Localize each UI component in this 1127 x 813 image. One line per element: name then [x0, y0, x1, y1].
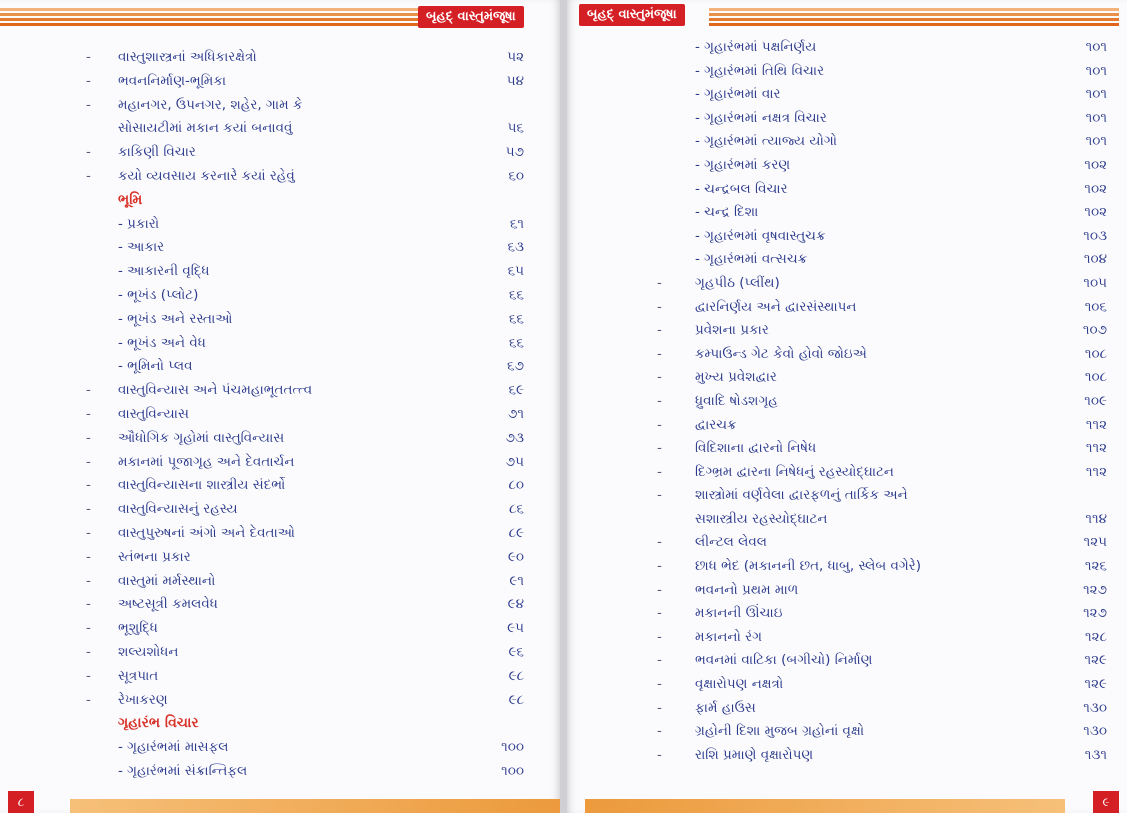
toc-entry — [567, 437, 1127, 461]
toc-entry — [567, 673, 1127, 697]
toc-entry — [0, 427, 560, 451]
entry-bullet: - — [657, 558, 662, 575]
entry-page-number: ૧૦૧ — [1085, 39, 1107, 55]
toc-entry — [0, 665, 560, 689]
entry-page-number: ૧૨૫ — [1083, 534, 1107, 551]
entry-page-number: ૬૬ — [508, 286, 524, 303]
entry-title: કાકિણી વિચાર — [118, 144, 196, 161]
entry-bullet: - — [657, 369, 662, 386]
entry-page-number: ૬૯ — [508, 382, 524, 399]
toc-entry — [0, 617, 560, 641]
entry-title: પ્રવેશના પ્રકાર — [695, 322, 769, 339]
entry-page-number: ૧૧૨ — [1085, 463, 1107, 480]
toc-entry — [567, 508, 1127, 532]
toc-entry — [0, 165, 560, 189]
toc-entry — [567, 720, 1127, 744]
left-page-number: ૮ — [8, 791, 34, 813]
entry-bullet: - — [657, 699, 662, 716]
entry-title: વાસ્તુવિન્યાસના શાસ્ત્રીય સંદર્ભો — [118, 477, 286, 494]
toc-entry — [567, 555, 1127, 579]
entry-title: ફાર્મ હાઉસ — [695, 699, 756, 716]
entry-title: મકાનની ઊંચાઇ — [695, 605, 783, 622]
toc-entry — [567, 484, 1127, 508]
entry-page-number: ૧૦૧ — [1085, 109, 1107, 126]
entry-bullet: - — [657, 605, 662, 622]
entry-page-number: ૮૯ — [508, 524, 524, 541]
entry-page-number: ૫૪ — [506, 72, 524, 89]
entry-bullet: - — [657, 628, 662, 645]
entry-title: ગૃહપીઠ (પ્લીંથ) — [695, 274, 780, 291]
entry-title: - ગૃહારંભમાં વાર — [695, 86, 781, 103]
toc-entry — [567, 107, 1127, 131]
toc-entry — [567, 83, 1127, 107]
entry-title: સ્તંભના પ્રકાર — [118, 548, 191, 565]
section-heading-text: ભૂમિ — [118, 191, 143, 208]
entry-bullet: - — [657, 345, 662, 362]
book-gutter — [560, 0, 567, 813]
section-heading — [0, 189, 560, 213]
entry-bullet: - — [657, 298, 662, 315]
entry-bullet: - — [657, 440, 662, 457]
entry-title: મુખ્ય પ્રવેશદ્વાર — [695, 369, 777, 386]
entry-title: વાસ્તુમાં મર્મસ્થાનો — [118, 572, 216, 589]
toc-entry — [567, 130, 1127, 154]
entry-page-number: ૬૫ — [507, 263, 524, 280]
entry-title: રાશિ પ્રમાણે વૃક્ષારોપણ — [695, 746, 814, 763]
toc-entry — [0, 284, 560, 308]
entry-bullet: - — [657, 487, 662, 504]
entry-page-number: ૬૧ — [509, 215, 524, 232]
entry-title: શલ્યશોધન — [118, 643, 179, 660]
toc-entry — [567, 60, 1127, 84]
toc-entry — [567, 319, 1127, 343]
entry-bullet: - — [657, 652, 662, 669]
toc-entry — [0, 379, 560, 403]
toc-entry — [0, 141, 560, 165]
entry-page-number: ૧૦૨ — [1084, 180, 1107, 197]
entry-page-number: ૧૨૯ — [1084, 676, 1107, 693]
entry-page-number: ૬૩ — [507, 239, 524, 256]
entry-title: ગ્રહોની દિશા મુજબ ગ્રહોનાં વૃક્ષો — [695, 723, 865, 740]
entry-title: દ્વારચક્ર — [695, 416, 737, 433]
entry-title: વાસ્તુપુરુષનાં અંગો અને દેવતાઓ — [118, 524, 295, 541]
entry-page-number: ૬૭ — [507, 358, 524, 375]
entry-title: ભવનનો પ્રથમ માળ — [695, 581, 799, 598]
entry-page-number: ૧૦૦ — [501, 762, 524, 779]
entry-title: - આકારની વૃદ્ધિ — [118, 263, 210, 280]
entry-page-number: ૧૦૧ — [1085, 62, 1107, 79]
entry-page-number: ૧૨૯ — [1084, 652, 1107, 669]
section-heading — [0, 712, 560, 736]
toc-entry — [567, 579, 1127, 603]
toc-entry — [567, 296, 1127, 320]
toc-entry — [0, 236, 560, 260]
toc-entry — [0, 689, 560, 713]
entry-title: લીન્ટલ લેવલ — [695, 534, 768, 551]
entry-page-number: ૫૨ — [507, 49, 524, 65]
entry-title: કમ્પાઉન્ડ ગેટ કેવો હોવો જોઇએ — [695, 345, 867, 362]
entry-bullet: - — [86, 72, 91, 89]
toc-entry — [0, 355, 560, 379]
toc-entry — [567, 531, 1127, 555]
entry-title: - ગૃહારંભમાં વૃષવાસ્તુચક્ર — [695, 227, 826, 244]
entry-bullet: - — [86, 667, 91, 684]
entry-page-number: ૭૫ — [505, 453, 524, 470]
entry-page-number: ૧૦૬ — [1084, 298, 1107, 315]
entry-page-number: ૧૦૮ — [1084, 345, 1107, 362]
entry-page-number: ૮૦ — [508, 477, 524, 494]
toc-entry — [567, 649, 1127, 673]
toc-entry — [0, 546, 560, 570]
entry-title: - પ્રકારો — [118, 215, 160, 232]
entry-bullet: - — [86, 429, 91, 446]
entry-title: - ગૃહારંભમાં પક્ષનિર્ણય — [695, 39, 817, 55]
entry-page-number: ૧૦૨ — [1084, 156, 1107, 173]
toc-entry — [0, 641, 560, 665]
entry-page-number: ૬૦ — [508, 167, 524, 184]
entry-title: - ભૂખંડ અને વેધ — [118, 334, 206, 351]
entry-page-number: ૬૬ — [508, 310, 524, 327]
entry-title: - ગૃહારંભમાં વત્સચક્ર — [695, 251, 808, 268]
entry-title: - ભૂમિનો પ્લવ — [118, 358, 193, 375]
entry-title: વાસ્તુવિન્યાસ — [118, 405, 189, 422]
entry-page-number: ૧૩૦ — [1083, 699, 1107, 716]
entry-page-number: ૭૧ — [508, 405, 524, 422]
entry-bullet: - — [657, 274, 662, 291]
entry-bullet: - — [86, 144, 91, 161]
right-contents-list — [567, 36, 1127, 767]
entry-title: - ભૂખંડ (પ્લોટ) — [118, 286, 199, 303]
toc-entry — [0, 332, 560, 356]
entry-page-number: ૧૨૭ — [1083, 605, 1107, 622]
entry-page-number: ૧૨૬ — [1084, 558, 1107, 575]
toc-entry — [0, 498, 560, 522]
entry-bullet: - — [657, 416, 662, 433]
entry-title: મકાનમાં પૂજાગૃહ અને દેવતાર્ચન — [118, 453, 295, 470]
toc-entry — [0, 570, 560, 594]
entry-title: - ભૂખંડ અને રસ્તાઓ — [118, 310, 233, 327]
entry-page-number: ૧૦૮ — [1084, 369, 1107, 386]
toc-entry — [0, 117, 560, 141]
entry-page-number: ૧૦૨ — [1084, 204, 1107, 221]
entry-title: દ્વારનિર્ણય અને દ્વારસંસ્થાપન — [695, 298, 857, 315]
entry-bullet: - — [657, 463, 662, 480]
entry-page-number: ૧૨૮ — [1085, 628, 1107, 645]
entry-title: - ગૃહારંભમાં તિથિ વિચાર — [695, 62, 825, 79]
toc-entry — [567, 154, 1127, 178]
toc-entry — [567, 414, 1127, 438]
toc-entry — [567, 248, 1127, 272]
entry-title: - ગૃહારંભમાં કરણ — [695, 156, 791, 173]
entry-page-number: ૬૬ — [508, 334, 524, 351]
left-header-title: બૃહદ્ વાસ્તુમંજૂષા — [418, 6, 524, 28]
toc-entry — [567, 461, 1127, 485]
entry-title: મહાનગર, ઉપનગર, શહેર, ગામ કે — [118, 96, 303, 113]
entry-title: વિદિશાના દ્વારનો નિષેધ — [695, 440, 817, 457]
entry-title: - આકાર — [118, 239, 165, 256]
toc-entry — [0, 593, 560, 617]
entry-page-number: ૧૦૩ — [1083, 227, 1107, 244]
entry-bullet: - — [657, 322, 662, 339]
entry-title: વૃક્ષારોપણ નક્ષત્રો — [695, 676, 784, 693]
entry-title: ભૂશુદ્ધિ — [118, 620, 158, 637]
entry-bullet: - — [86, 572, 91, 589]
entry-title: ભવનમાં વાટિકા (બગીચો) નિર્માણ — [695, 652, 873, 669]
entry-title: છાધ ભેદ (મકાનની છત, ધાબુ, સ્લેબ વગેરે) — [695, 558, 922, 575]
entry-title: સોસાયટીમાં મકાન કયાં બનાવવું — [118, 120, 293, 137]
entry-bullet: - — [657, 534, 662, 551]
entry-bullet: - — [657, 746, 662, 763]
entry-bullet: - — [86, 620, 91, 637]
entry-title: - ગૃહારંભમાં નક્ષત્ર વિચાર — [695, 109, 827, 126]
entry-page-number: ૧૦૧ — [1085, 86, 1107, 103]
right-header-title: બૃહદ્ વાસ્તુમંજૂષા — [579, 4, 685, 26]
entry-bullet: - — [86, 596, 91, 613]
left-header-stripes — [0, 8, 418, 26]
entry-title: કયો વ્યવસાય કરનારે કયાં રહેવું — [118, 167, 295, 184]
toc-entry — [0, 736, 560, 760]
entry-page-number: ૧૧૪ — [1085, 510, 1107, 527]
entry-page-number: ૯૬ — [508, 643, 524, 660]
toc-entry — [0, 474, 560, 498]
entry-page-number: ૯૮ — [508, 691, 524, 708]
entry-bullet: - — [86, 477, 91, 494]
entry-title: - ગૃહારંભમાં ત્યાજ્ય યોગો — [695, 133, 838, 150]
entry-page-number: ૫૭ — [505, 144, 524, 161]
entry-page-number: ૯૦ — [507, 548, 524, 565]
entry-page-number: ૧૧૨ — [1085, 440, 1107, 457]
toc-entry — [567, 602, 1127, 626]
entry-page-number: ૧૦૭ — [1082, 322, 1107, 339]
entry-page-number: ૯૫ — [507, 620, 524, 637]
right-page-number: ૯ — [1093, 791, 1119, 813]
toc-entry — [0, 260, 560, 284]
entry-bullet: - — [86, 548, 91, 565]
entry-page-number: ૯૧ — [509, 572, 524, 589]
toc-entry — [0, 522, 560, 546]
left-contents-list — [0, 46, 560, 784]
entry-title: ધ્રુવાદિ ષોડશગૃહ — [695, 392, 778, 409]
right-footer-bar — [585, 799, 1065, 813]
entry-bullet: - — [86, 524, 91, 541]
entry-title: શાસ્ત્રોમાં વર્ણવેલા દ્વારફળનું તાર્કિક અને — [695, 487, 908, 504]
entry-title: - ચન્દ્રબલ વિચાર — [695, 180, 788, 197]
entry-title: દિગ્ભ્રમ દ્વારના નિષેધનું રહસ્યોદ્ઘાટન — [695, 463, 894, 480]
entry-bullet: - — [86, 405, 91, 422]
entry-page-number: ૯૪ — [507, 596, 524, 613]
right-header-stripes — [709, 8, 1119, 26]
entry-page-number: ૮૬ — [509, 501, 524, 518]
toc-entry — [567, 272, 1127, 296]
left-footer-bar — [70, 799, 560, 813]
entry-bullet: - — [657, 723, 662, 740]
toc-entry — [0, 46, 560, 70]
toc-entry — [567, 225, 1127, 249]
left-page — [0, 0, 560, 813]
entry-page-number: ૧૦૫ — [1083, 274, 1107, 291]
entry-title: ભવનનિર્માણ-ભૂમિકા — [118, 72, 227, 89]
entry-page-number: ૯૮ — [508, 667, 524, 684]
entry-page-number: ૧૦૯ — [1084, 392, 1107, 409]
entry-bullet: - — [657, 676, 662, 693]
entry-title: સશાસ્ત્રીય રહસ્યોદ્ઘાટન — [695, 510, 828, 527]
toc-entry — [567, 697, 1127, 721]
entry-title: - ગૃહારંભમાં માસફલ — [118, 739, 229, 756]
entry-title: અષ્ટસૂત્રી કમલવેધ — [118, 596, 218, 613]
entry-title: રેખાકરણ — [118, 691, 168, 708]
entry-title: સૂત્રપાત — [118, 667, 159, 684]
entry-bullet: - — [86, 501, 91, 518]
toc-entry — [567, 343, 1127, 367]
entry-page-number: ૧૦૧ — [1085, 133, 1107, 150]
toc-entry — [567, 626, 1127, 650]
toc-entry — [567, 201, 1127, 225]
entry-bullet: - — [86, 96, 91, 113]
section-heading-text: ગૃહારંભ વિચાર — [118, 715, 199, 732]
entry-bullet: - — [657, 392, 662, 409]
entry-bullet: - — [86, 643, 91, 660]
entry-page-number: ૭૩ — [505, 429, 524, 446]
toc-entry — [567, 390, 1127, 414]
entry-page-number: ૧૩૧ — [1084, 746, 1107, 763]
toc-entry — [0, 451, 560, 475]
toc-entry — [567, 36, 1127, 60]
entry-bullet: - — [657, 581, 662, 598]
entry-page-number: ૧૦૪ — [1083, 251, 1107, 268]
toc-entry — [0, 70, 560, 94]
entry-title: - ચન્દ્ર દિશા — [695, 204, 759, 221]
entry-page-number: ૧૧૨ — [1085, 416, 1107, 433]
toc-entry — [0, 760, 560, 784]
right-page — [567, 0, 1127, 813]
entry-bullet: - — [86, 453, 91, 470]
entry-title: મકાનનો રંગ — [695, 628, 762, 645]
entry-title: - ગૃહારંભમાં સંક્રાન્તિફલ — [118, 762, 248, 779]
toc-entry — [567, 366, 1127, 390]
entry-title: ઔધોગિક ગૃહોમાં વાસ્તુવિન્યાસ — [118, 429, 285, 446]
entry-title: વાસ્તુવિન્યાસનું રહસ્ય — [118, 501, 238, 518]
entry-page-number: ૧૦૦ — [501, 739, 524, 756]
toc-entry — [0, 403, 560, 427]
toc-entry — [567, 744, 1127, 768]
entry-page-number: ૧૩૦ — [1083, 723, 1107, 740]
entry-bullet: - — [86, 49, 91, 65]
entry-title: વાસ્તુશાસ્ત્રનાં અધિકારક્ષેત્રો — [118, 49, 257, 65]
entry-bullet: - — [86, 691, 91, 708]
entry-bullet: - — [86, 167, 91, 184]
toc-entry — [567, 178, 1127, 202]
entry-page-number: ૧૨૭ — [1083, 581, 1107, 598]
entry-bullet: - — [86, 382, 91, 399]
toc-entry — [0, 94, 560, 118]
entry-page-number: ૫૬ — [507, 120, 524, 137]
toc-entry — [0, 213, 560, 237]
entry-title: વાસ્તુવિન્યાસ અને પંચમહાભૂતતત્ત્વ — [118, 382, 313, 399]
toc-entry — [0, 308, 560, 332]
